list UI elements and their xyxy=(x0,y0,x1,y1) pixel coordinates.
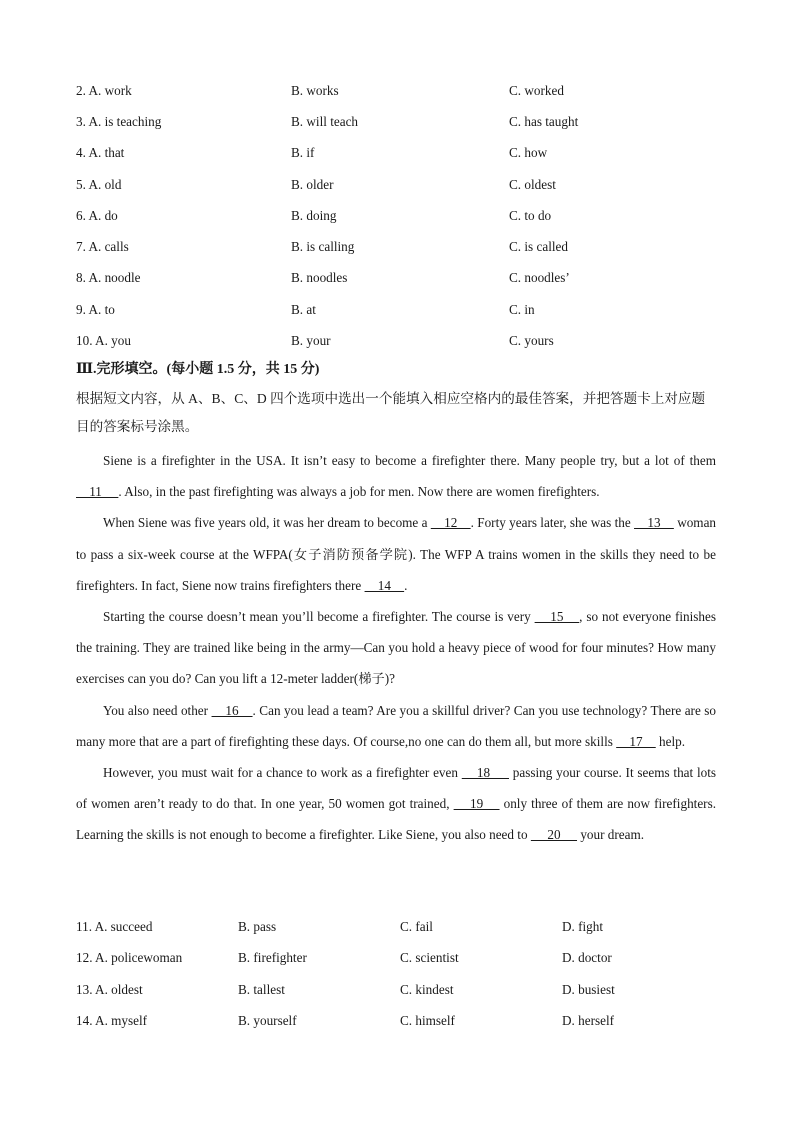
blank-17: 17 xyxy=(616,733,656,749)
option-a: 5. A. old xyxy=(76,177,122,192)
option-b: B. if xyxy=(291,145,315,160)
section-instruction: 根据短文内容，从 A、B、C、D 四个选项中选出一个能填入相应空格内的最佳答案，并把答题卡上对应题目的答案标号涂黑。 xyxy=(76,391,706,434)
paragraph-4 xyxy=(76,695,716,757)
passage-text: your dream. xyxy=(577,827,645,843)
option-c: C. oldest xyxy=(509,177,556,192)
option-b: B. will teach xyxy=(291,114,359,129)
passage-text: You also need other xyxy=(103,702,212,718)
option-c: C. kindest xyxy=(400,982,454,997)
option-c: C. noodles’ xyxy=(509,270,570,285)
option-row xyxy=(76,177,736,197)
paragraph-5 xyxy=(76,757,716,851)
passage-text: . Also, in the past firefighting was always a job for men. Now there are women firefighters. xyxy=(118,484,600,500)
option-c: C. worked xyxy=(509,83,564,98)
passage-text: , so not everyone finishes the training. They are trained like being in the army—Can you hold a heavy piece of wood for four minutes? How many exercises can you do? Can you lift a 12-meter ladder(梯子)? xyxy=(76,609,717,687)
option-c: C. to do xyxy=(509,208,552,223)
option-c: C. has taught xyxy=(509,114,579,129)
option-b: B. firefighter xyxy=(238,950,307,965)
option-b: B. tallest xyxy=(238,982,285,997)
option-c: C. himself xyxy=(400,1013,455,1028)
option-a: 6. A. do xyxy=(76,208,118,223)
option-row xyxy=(76,302,736,322)
option-c: C. fail xyxy=(400,919,433,934)
cloze-passage xyxy=(76,445,716,851)
blank-14: 14 xyxy=(364,577,405,593)
section-heading: Ⅲ.完形填空。(每小题 1.5 分，共 15 分) xyxy=(76,362,320,377)
paragraph-2 xyxy=(76,507,716,601)
passage-text: help. xyxy=(655,733,686,749)
option-row xyxy=(76,83,736,103)
option-b: B. yourself xyxy=(238,1013,297,1028)
passage-text: . Forty years later, she was the xyxy=(470,515,635,531)
option-b: B. your xyxy=(291,333,331,348)
blank-20: 20 xyxy=(530,827,578,843)
option-b: B. noodles xyxy=(291,270,348,285)
passage-text: Starting the course doesn’t mean you’ll become a firefighter. The course is very xyxy=(103,609,535,625)
option-a: 12. A. policewoman xyxy=(76,950,183,965)
option-c: C. in xyxy=(509,302,535,317)
option-a: 13. A. oldest xyxy=(76,982,143,997)
option-b: B. pass xyxy=(238,919,277,934)
option-a: 10. A. you xyxy=(76,333,131,348)
passage-text: Siene is a firefighter in the USA. It isn’t easy to become a firefighter there. Many people try, but a lot of them xyxy=(103,453,716,468)
option-row xyxy=(76,239,736,259)
option-b: B. doing xyxy=(291,208,337,223)
blank-19: 19 xyxy=(453,796,500,812)
option-b: B. works xyxy=(291,83,339,98)
paragraph-3 xyxy=(76,601,716,695)
option-a: 14. A. myself xyxy=(76,1013,148,1028)
passage-text: woman to pass a six-week course at the WFPA(女子消防预备学院). The WFP A trains women in the skills they need to be firefighters. In fact, Siene now trains firefighters there xyxy=(76,515,717,593)
option-b: B. older xyxy=(291,177,334,192)
blank-11: 11 xyxy=(76,484,119,500)
option-row xyxy=(76,208,736,228)
blank-12: 12 xyxy=(430,515,471,531)
option-row xyxy=(76,950,716,970)
passage-text: When Siene was five years old, it was her dream to become a xyxy=(103,515,431,531)
option-c: C. scientist xyxy=(400,950,459,965)
option-row xyxy=(76,1013,716,1033)
passage-text: However, you must wait for a chance to work as a firefighter even xyxy=(103,765,462,781)
passage-text: . Can you lead a team? Are you a skillful driver? Can you use technology? There are so many more that are a part of firefighting these days. Of course,no one can do them all, but more skills xyxy=(76,702,717,749)
option-a: 2. A. work xyxy=(76,83,132,98)
option-d: D. fight xyxy=(562,919,604,934)
option-row xyxy=(76,270,736,290)
option-c: C. yours xyxy=(509,333,554,348)
option-a: 7. A. calls xyxy=(76,239,129,254)
blank-13: 13 xyxy=(634,515,674,531)
option-row xyxy=(76,333,736,353)
option-row xyxy=(76,982,716,1002)
option-a: 11. A. succeed xyxy=(76,919,153,934)
option-row xyxy=(76,114,736,134)
passage-text: passing your course. It seems that lots of women aren’t ready to do that. In one year, 50 women got trained, xyxy=(76,765,717,812)
option-c: C. is called xyxy=(509,239,568,254)
blank-16: 16 xyxy=(211,702,253,718)
option-row xyxy=(76,919,716,939)
passage-text: only three of them are now firefighters. Learning the skills is not enough to become a firefighter. Like Siene, you also need to xyxy=(76,796,716,843)
option-a: 8. A. noodle xyxy=(76,270,141,285)
option-d: D. doctor xyxy=(562,950,612,965)
option-row xyxy=(76,145,736,165)
blank-15: 15 xyxy=(534,609,580,625)
option-d: D. busiest xyxy=(562,982,615,997)
passage-text: . xyxy=(404,577,408,593)
option-d: D. herself xyxy=(562,1013,614,1028)
option-c: C. how xyxy=(509,145,548,160)
paragraph-1 xyxy=(76,445,716,507)
option-a: 3. A. is teaching xyxy=(76,114,162,129)
option-a: 4. A. that xyxy=(76,145,125,160)
option-b: B. at xyxy=(291,302,316,317)
option-b: B. is calling xyxy=(291,239,355,254)
option-a: 9. A. to xyxy=(76,302,115,317)
blank-18: 18 xyxy=(461,765,509,781)
